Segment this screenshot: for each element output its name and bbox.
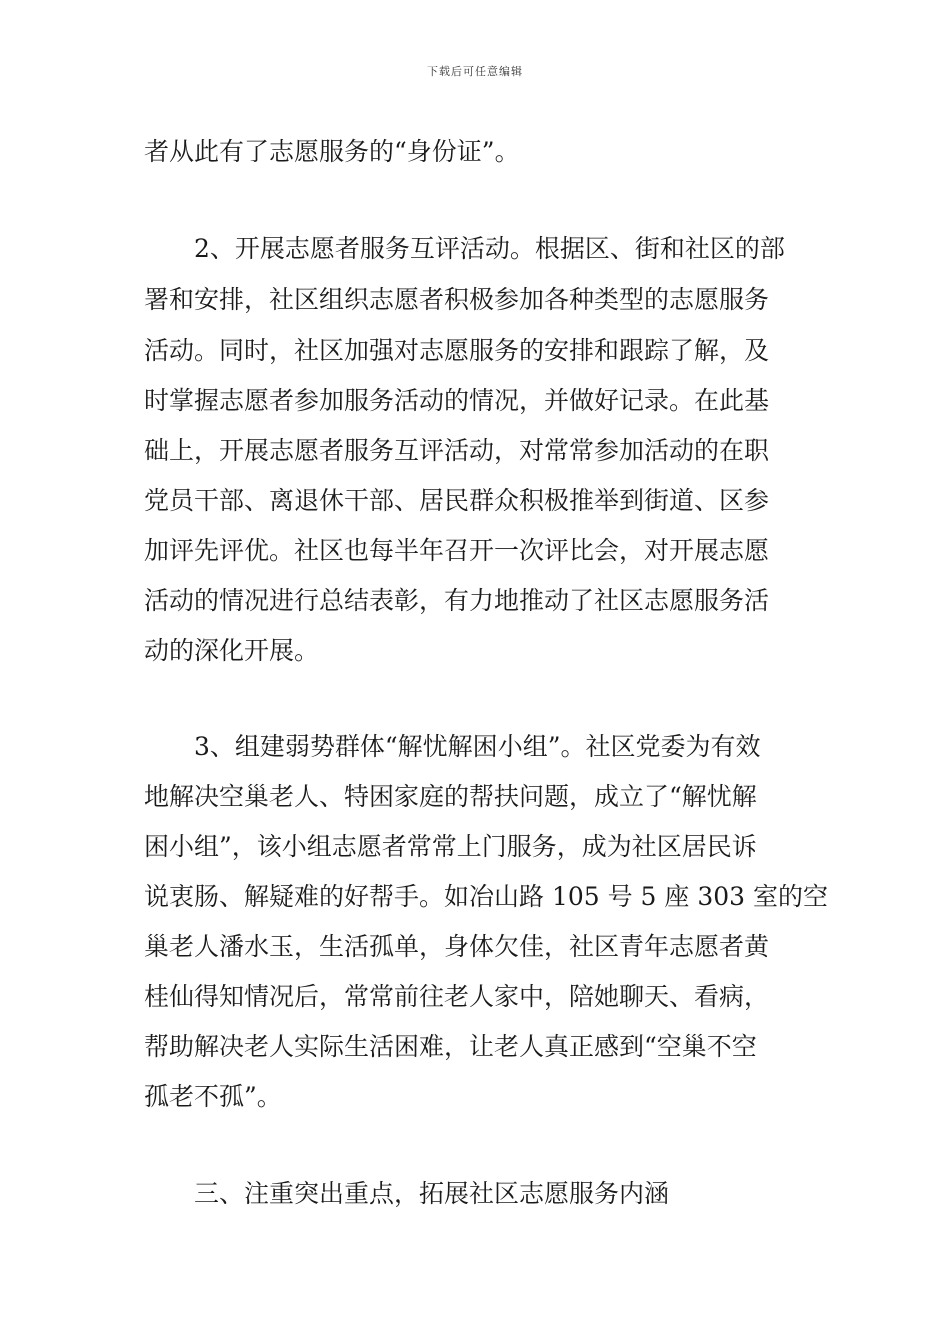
- section-3-heading: 三、注重突出重点，拓展社区志愿服务内涵: [194, 1179, 670, 1208]
- paragraph-3-line-5: 巢老人潘水玉，生活孤单，身体欠佳，社区青年志愿者黄: [144, 932, 770, 961]
- paragraph-1-line-1: 者从此有了志愿服务的“身份证”。: [144, 137, 520, 166]
- paragraph-2-line-5: 础上，开展志愿者服务互评活动，对常常参加活动的在职: [144, 436, 770, 465]
- paragraph-2-line-7: 加评先评优。社区也每半年召开一次评比会，对开展志愿: [144, 536, 770, 565]
- paragraph-3-line-8: 孤老不孤”。: [144, 1082, 282, 1111]
- paragraph-3-line-3: 困小组”，该小组志愿者常常上门服务，成为社区居民诉: [144, 832, 757, 861]
- paragraph-3-line-4: 说衷肠、解疑难的好帮手。如冶山路 105 号 5 座 303 室的空: [144, 882, 829, 911]
- paragraph-2-line-2: 署和安排，社区组织志愿者积极参加各种类型的志愿服务: [144, 285, 770, 314]
- paragraph-2-line-1: 2、开展志愿者服务互评活动。根据区、街和社区的部: [194, 234, 785, 263]
- paragraph-3-line-6: 桂仙得知情况后，常常前往老人家中，陪她聊天、看病，: [144, 982, 770, 1011]
- paragraph-3-line-1: 3、组建弱势群体“解忧解困小组”。社区党委为有效: [194, 732, 761, 761]
- paragraph-2-line-9: 动的深化开展。: [144, 636, 320, 665]
- paragraph-2-line-4: 时掌握志愿者参加服务活动的情况，并做好记录。在此基: [144, 386, 770, 415]
- paragraph-2-line-6: 党员干部、离退休干部、居民群众积极推举到街道、区参: [144, 486, 770, 515]
- paragraph-3-line-7: 帮助解决老人实际生活困难，让老人真正感到“空巢不空: [144, 1032, 757, 1061]
- paragraph-2-line-3: 活动。同时，社区加强对志愿服务的安排和跟踪了解，及: [144, 336, 770, 365]
- paragraph-2-line-8: 活动的情况进行总结表彰，有力地推动了社区志愿服务活: [144, 586, 770, 615]
- paragraph-3-line-2: 地解决空巢老人、特困家庭的帮扶问题，成立了“解忧解: [144, 782, 757, 811]
- page-header: 下载后可任意编辑: [427, 65, 523, 78]
